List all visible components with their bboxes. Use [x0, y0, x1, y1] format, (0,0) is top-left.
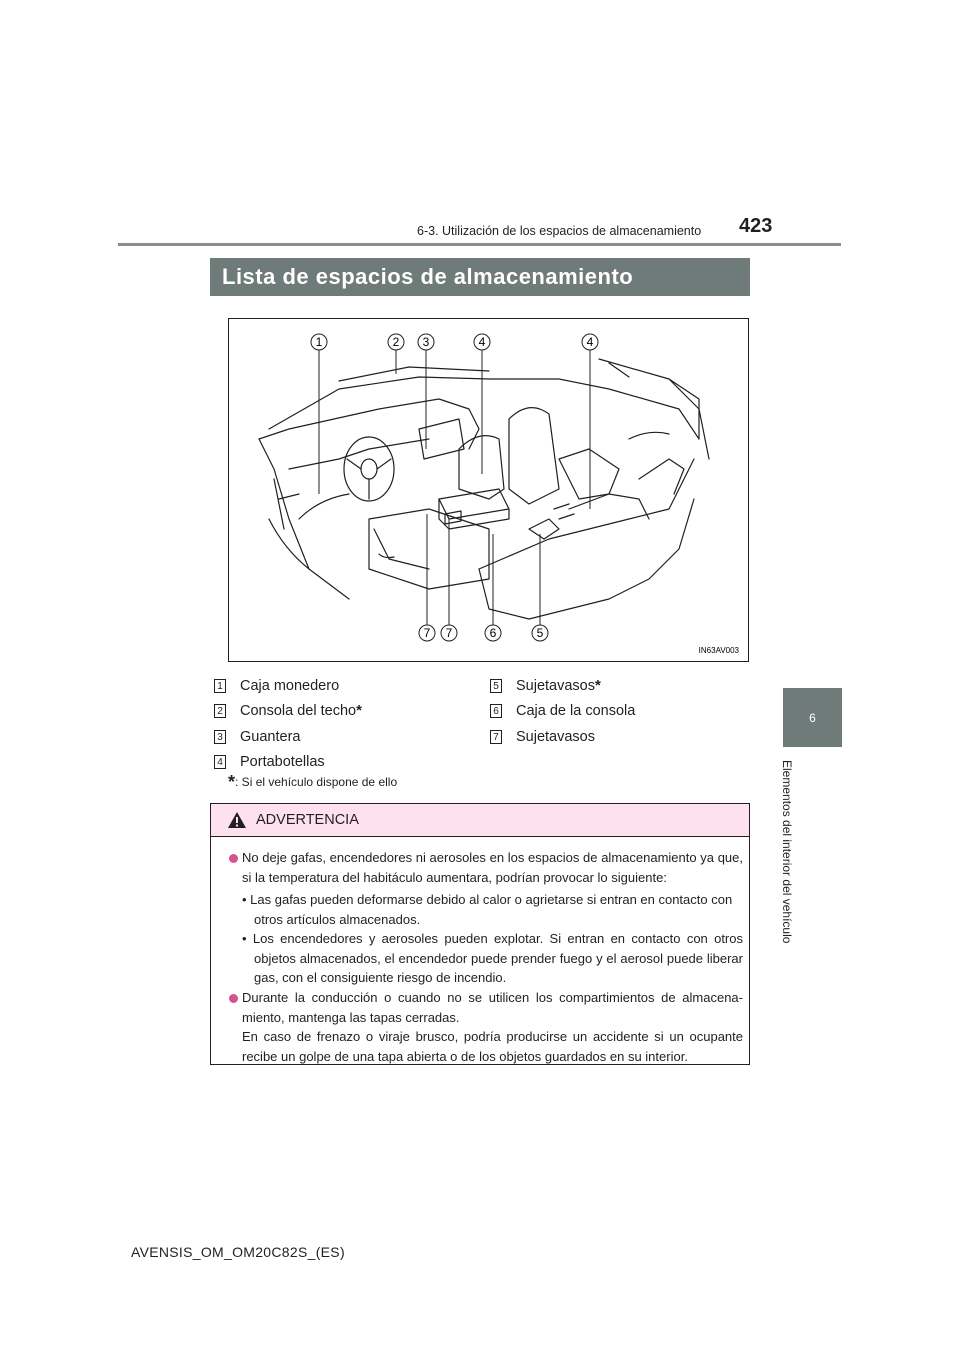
legend-number: 2	[214, 704, 226, 718]
legend-label: Caja monedero	[240, 678, 340, 694]
legend-number: 1	[214, 679, 226, 693]
legend-number: 3	[214, 730, 226, 744]
car-interior-drawing	[229, 319, 748, 661]
legend-item-3	[214, 727, 300, 747]
callout-1: 1	[315, 335, 323, 349]
warning-item-1: No deje gafas, encendedores ni aerosoles en los espacios de almacenamiento ya que, si la temperatura del habitáculo aumentara, podrían provocar lo siguiente:	[242, 850, 743, 885]
legend-item-4	[214, 752, 325, 772]
legend-item-7	[490, 727, 595, 747]
page-number: 423	[739, 215, 773, 237]
legend-label: Sujetavasos	[516, 729, 595, 745]
footnote-text: : Si el vehículo dispone de ello	[235, 775, 398, 789]
callout-2: 2	[392, 335, 400, 349]
legend-number: 5	[490, 679, 502, 693]
legend-label: Sujetavasos	[516, 678, 595, 694]
callouts-top	[311, 334, 598, 350]
legend-label: Consola del techo	[240, 703, 357, 719]
footnote-marker: *	[228, 772, 236, 792]
warning-sub-1: • Las gafas pueden deformarse debido al calor o agrietarse si entran en contacto con otros artículos almacenados.	[242, 892, 733, 927]
callout-4a: 4	[478, 335, 486, 349]
page-title	[210, 258, 750, 296]
legend-number: 7	[490, 730, 502, 744]
callout-6: 6	[489, 626, 497, 640]
legend-label: Portabotellas	[240, 754, 325, 770]
warning-item-2: Durante la conducción o cuando no se utilicen los compartimientos de almacena-miento, mantenga las tapas cerradas.	[242, 990, 743, 1025]
warning-header	[211, 804, 749, 837]
warning-item-2-continued: En caso de frenazo o viraje brusco, podría producirse un accidente si un ocupante recibe un golpe de una tapa abierta o de los objetos guardados en su interior.	[242, 1029, 743, 1064]
callouts-bottom	[419, 625, 548, 641]
header-rule	[118, 243, 841, 246]
legend-item-2: 2 Consola del techo *	[214, 701, 362, 721]
legend-label: Caja de la consola	[516, 703, 636, 719]
callout-4b: 4	[586, 335, 594, 349]
page-title-text: Lista de espacios de almacenamiento	[222, 264, 634, 289]
interior-illustration	[228, 318, 749, 662]
legend-number: 6	[490, 704, 502, 718]
callout-5: 5	[536, 626, 544, 640]
warning-triangle-icon	[227, 811, 247, 829]
legend-item-6	[490, 701, 635, 721]
chapter-number: 6	[809, 710, 816, 725]
figure-code: IN63AV003	[698, 646, 739, 655]
chapter-label-text: Elementos del interior del vehículo	[780, 760, 794, 944]
legend-number: 4	[214, 755, 226, 769]
callout-7a: 7	[423, 626, 431, 640]
callout-3: 3	[422, 335, 430, 349]
bullet-dot	[229, 994, 238, 1003]
footnote	[228, 772, 397, 793]
legend-item-1	[214, 676, 339, 696]
section-title: 6-3. Utilización de los espacios de almacenamiento	[417, 224, 702, 238]
legend-label: Guantera	[240, 729, 301, 745]
legend-item-5: 5 Sujetavasos *	[490, 676, 601, 696]
bullet-dot	[229, 854, 238, 863]
warning-sub-2: • Los encendedores y aerosoles pueden explotar. Si entran en contacto con otros objetos almacenados, el encendedor puede prender fuego y el aerosol puede liberar gas, con el consiguiente riesgo de incendio.	[242, 931, 743, 985]
chapter-tab	[783, 688, 842, 747]
callout-7b: 7	[445, 626, 453, 640]
warning-box	[210, 803, 750, 1065]
chapter-label	[782, 760, 806, 960]
footer-doc-code: AVENSIS_OM_OM20C82S_(ES)	[131, 1244, 345, 1260]
warning-title: ADVERTENCIA	[256, 812, 359, 828]
